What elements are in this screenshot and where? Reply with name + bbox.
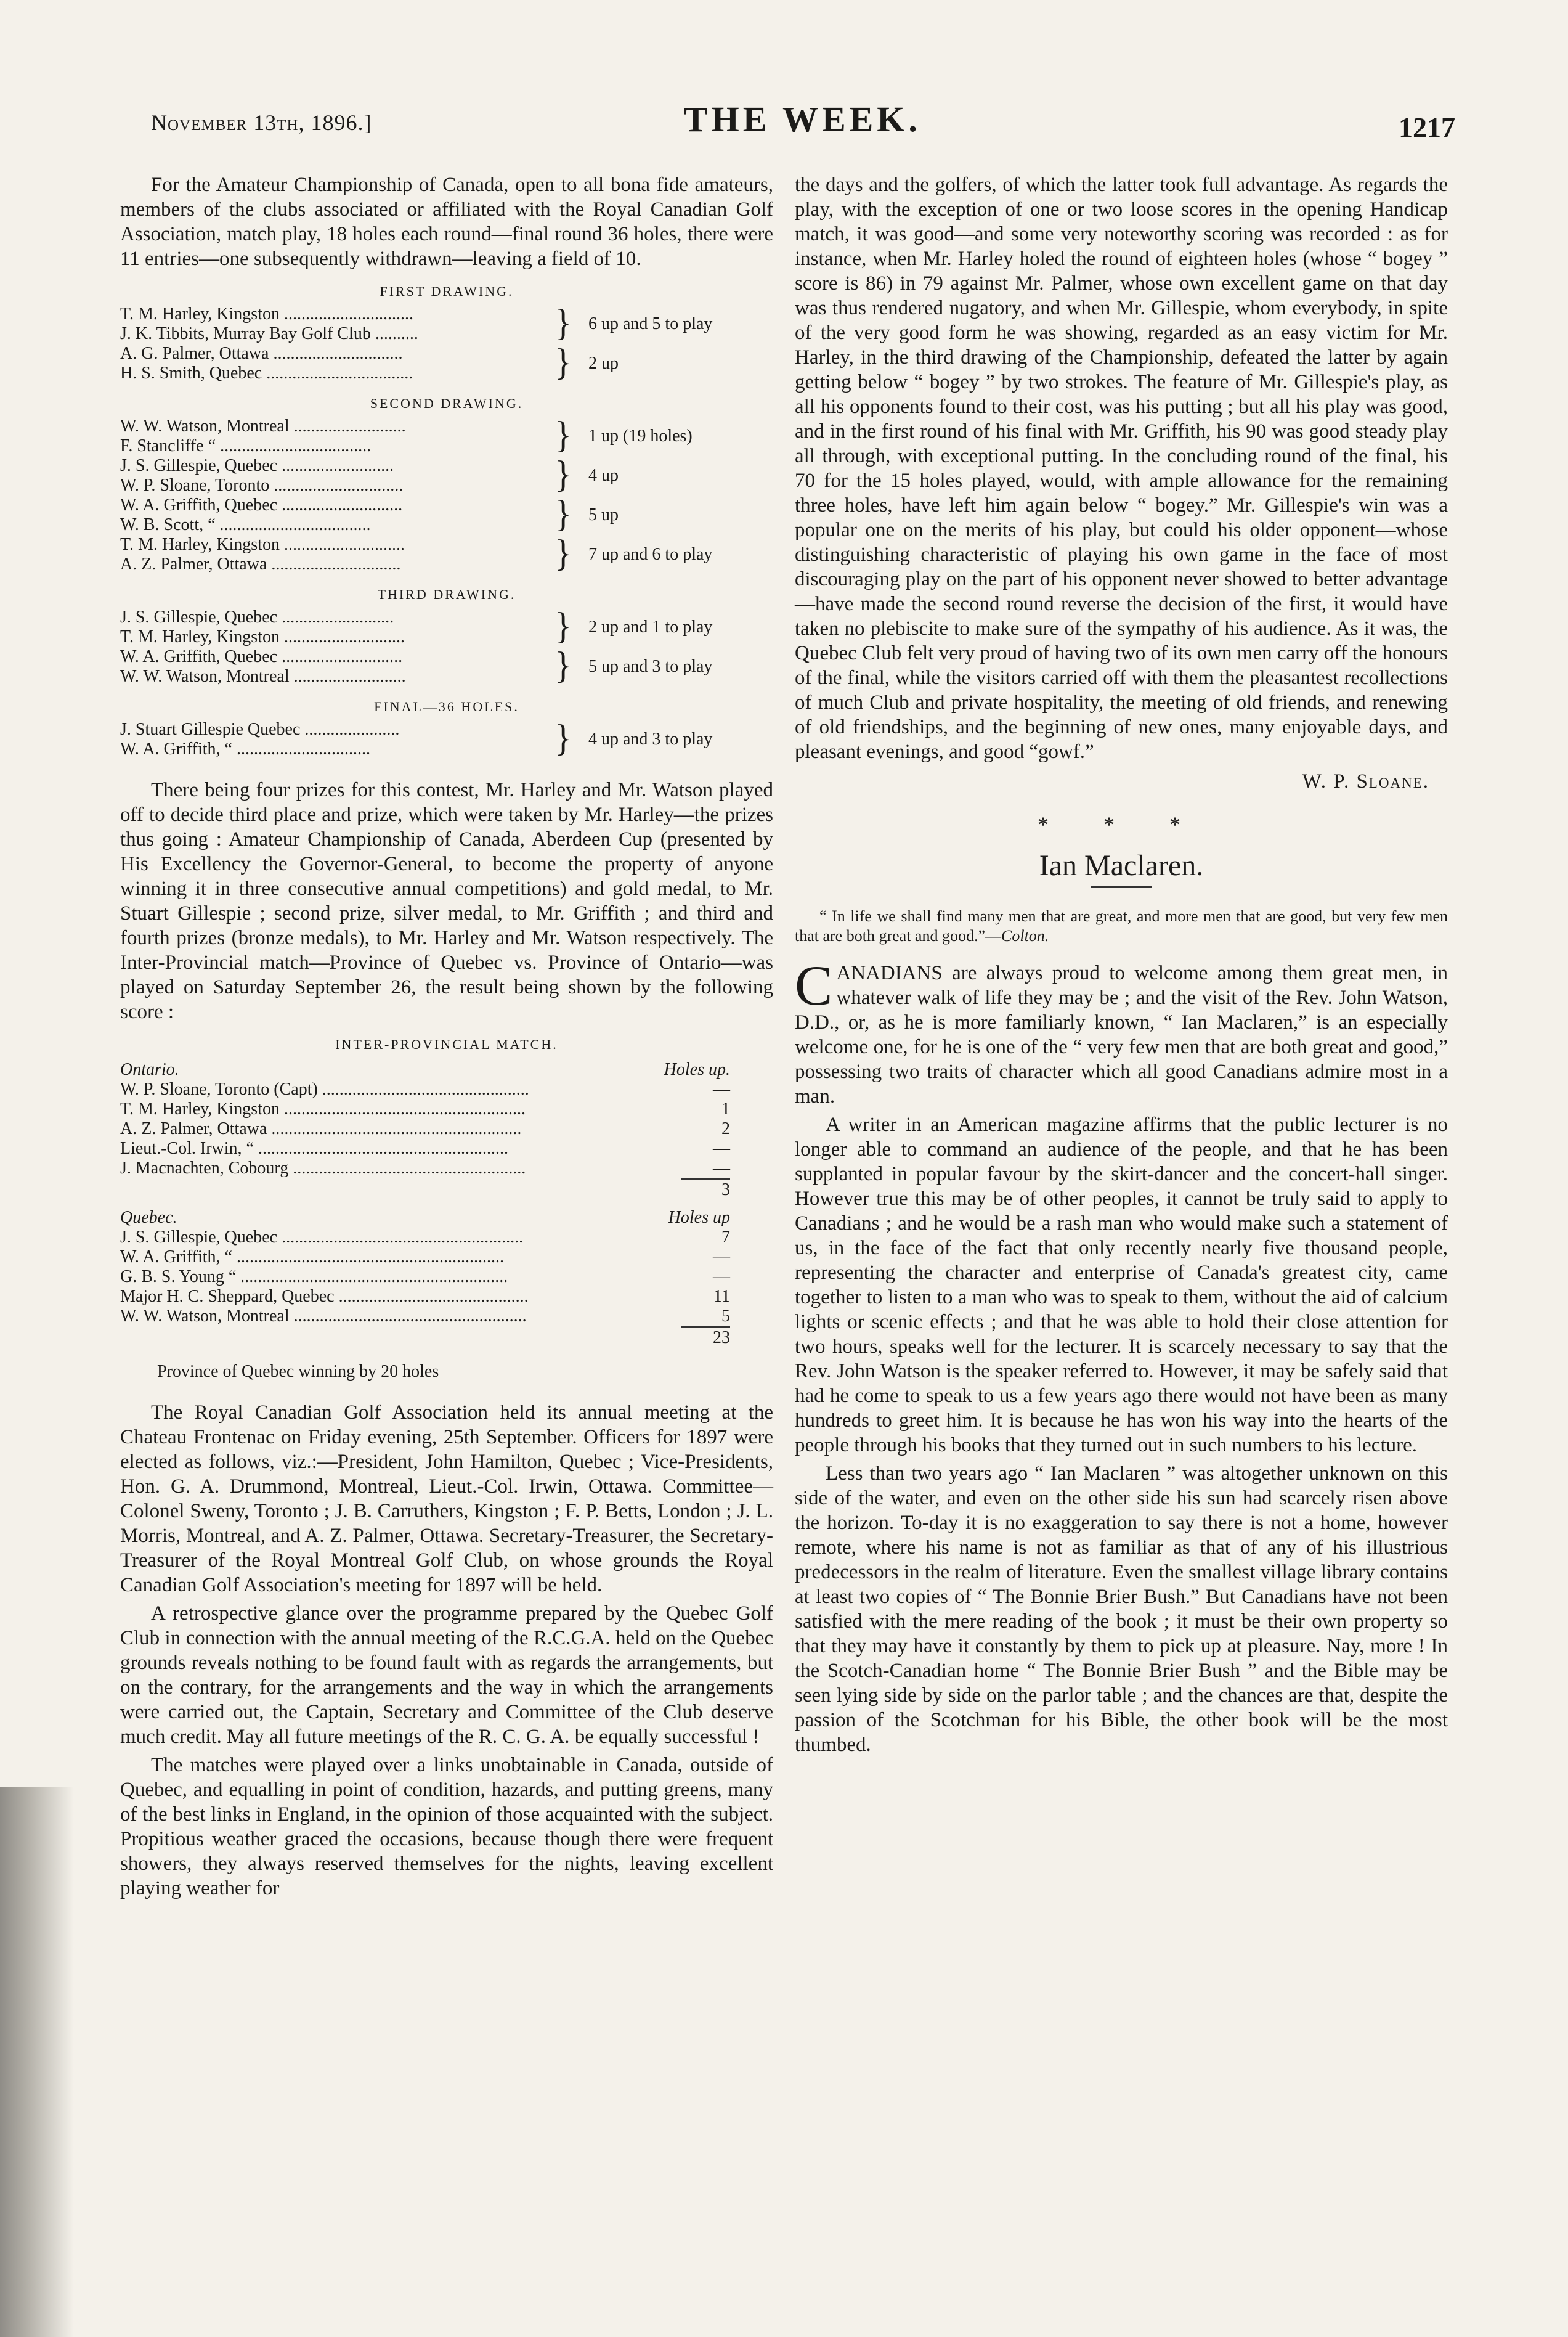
player-name: A. Z. Palmer, Ottawa ..........................................................: [120, 1119, 522, 1138]
player-name: Major H. C. Sheppard, Quebec ............................................: [120, 1287, 529, 1306]
brace: }: [554, 532, 572, 574]
player-b: W. P. Sloane, Toronto ..............................: [120, 476, 404, 495]
ontario-total: 3: [681, 1178, 730, 1201]
match-result: 4 up: [588, 466, 619, 485]
player-name: W. P. Sloane, Toronto (Capt) ................................................: [120, 1080, 529, 1099]
match-result: 7 up and 6 to play: [588, 545, 713, 564]
player-b: F. Stancliffe “ ...................................: [120, 436, 372, 455]
player-b: W. A. Griffith, “ ...............................: [120, 740, 370, 759]
score-row: [120, 1307, 730, 1326]
score-row: [120, 1139, 730, 1159]
retrospective-paragraph: A retrospective glance over the programme prepared by the Quebec Golf Club in connection with the annual meeting of the R.C.G.A. held on the Quebec grounds reveals nothing to be found fault with as regards the arrangements, but on the contrary, for the arrangements and the way in which the arrangements were carried out, the Captain, Secretary and Committee of the Club deserve much credit. May all future meetings of the R. C. G. A. be equally successful !: [120, 1602, 773, 1748]
player-b: W. B. Scott, “ ...................................: [120, 515, 371, 534]
holes-up-label: Holes up.: [664, 1060, 730, 1079]
article-opening-paragraph: [795, 954, 1448, 1109]
match-result: 2 up and 1 to play: [588, 618, 713, 637]
brier-bush-paragraph: Less than two years ago “ Ian Maclaren ” was altogether unknown on this side of the water, and even on the other side his sun had scarcely risen above the horizon. To-day it is no exaggeration to say there is not a home, however remote, where his name is not as familiar as that of any of his illustrious predecessors in the realm of literature. Even the smallest village library contains at least two copies of “ The Bonnie Brier Bush.” But Canadians have not been satisfied with the mere reading of the book ; it must be their own property so that they may have it constantly by them to pick up at pleasure. Nay, more ! In the Scotch-Canadian home “ The Bonnie Brier Bush ” and the Bible may be seen lying side by side on the parlor table ; and the chances are that, despite the passion of the Scotchman for his Bible, the other book will be the most thumbed.: [795, 1462, 1448, 1756]
holes-value: 11: [713, 1287, 730, 1306]
holes-value: —: [713, 1267, 730, 1286]
quebec-header: [120, 1208, 730, 1228]
player-a: W. A. Griffith, Quebec ............................: [120, 496, 403, 515]
title-rule: [1091, 886, 1152, 888]
brace: }: [554, 492, 572, 535]
inter-provincial-heading: INTER-PROVINCIAL MATCH.: [335, 1037, 558, 1052]
draw-pair: [120, 492, 773, 535]
ontario-label: Ontario.: [120, 1060, 179, 1079]
lecture-paragraph: A writer in an American magazine affirms that the public lecturer is no longer able to command an audience of the people, and that he has been supplanted in popular favour by the skirt-dancer and the concert-hall singer. However true this may be of other peoples, it cannot be truly said to apply to Canadians ; and he would be a rash man who would make such a statement of us, in the face of the fact that only recently nearly five thousand people, representing the character and enterprise of Canada's greatest city, came together to listen to a man who was to speak to them, without the aid of calcium lights or scenic effects ; and that he was able to hold their close attention for two hours, speaks well for the lecturer. It is scarcely necessary to say that the Rev. John Watson is the speaker referred to. However, it may be safely said that had he come to speak to us a few years ago there would not have been as many hundreds to greet him. It is because he has won his way into the hearts of the people through his books that they turned out in such numbers to his lecture.: [795, 1114, 1448, 1456]
second-drawing: [120, 414, 773, 574]
player-name: Lieut.-Col. Irwin, “ ..........................................................: [120, 1139, 508, 1158]
holes-value: —: [713, 1080, 730, 1099]
epigraph-citation: Colton.: [1001, 927, 1049, 945]
player-name: W. A. Griffith, “ ..............................................................: [120, 1247, 504, 1266]
match-result: 2 up: [588, 354, 619, 373]
score-row: [120, 1080, 730, 1099]
player-a: J. S. Gillespie, Quebec ..........................: [120, 608, 394, 627]
brace: }: [554, 301, 572, 344]
brace: }: [554, 644, 572, 687]
player-b: J. K. Tibbits, Murray Bay Golf Club ..........: [120, 324, 418, 343]
player-a: A. G. Palmer, Ottawa ..............................: [120, 344, 403, 363]
draw-pair: [120, 605, 773, 647]
score-row: [120, 1287, 730, 1307]
holes-value: —: [713, 1247, 730, 1266]
score-row: [120, 1247, 730, 1267]
player-name: G. B. S. Young “ ..............................................................: [120, 1267, 508, 1286]
score-row: [120, 1099, 730, 1119]
prizes-paragraph: There being four prizes for this contest, Mr. Harley and Mr. Watson played off to decide third place and prize, which were taken by Mr. Harley—the prizes thus going : Amateur Championship of Canada, Aberdeen Cup (presented by His Excellency the Governor-General, to become the property of anyone winning it in three consecutive annual competitions) and gold medal, to Mr. Stuart Gillespie ; second prize, silver medal, to Mr. Griffith ; and third and fourth prizes (bronze medals), to Mr. Harley and Mr. Watson respectively. The Inter-Provincial match—Province of Quebec vs. Province of Ontario—was played on Saturday September 26, the result being shown by the following score :: [120, 779, 773, 1023]
second-drawing-heading: SECOND DRAWING.: [370, 396, 524, 411]
intro-paragraph: For the Amateur Championship of Canada, open to all bona fide amateurs, members of the clubs associated or affiliated with the Royal Canadian Golf Association, match play, 18 holes each round—final round 36 holes, there were 11 entries—one subsequently withdrawn—leaving a field of 10.: [120, 174, 773, 270]
holes-value: —: [713, 1139, 730, 1158]
final-drawing: [120, 717, 773, 759]
player-a: T. M. Harley, Kingston ............................: [120, 535, 405, 554]
golf-continuation-paragraph: the days and the golfers, of which the latter took full advantage. As regards the play, with the exception of one or two loose scores in the opening Handicap match, it was good—and some very noteworthy scoring was recorded : as for instance, when Mr. Harley holed the round of eighteen holes (whose “ bogey ” score is 86) in 79 against Mr. Palmer, whose own excellent game on that day was thus rendered nugatory, and when Mr. Gillespie, whom everybody, in spite of the very good form he was showing, regarded as an easy victim for Mr. Harley, in the third drawing of the Championship, defeated the latter by again getting below “ bogey ” by two strokes. The feature of Mr. Gillespie's play, as all his opponents found to their cost, was his putting ; but all his play was good, and in the first round of his final with Mr. Griffith, his 90 was good steady play all through, with exceptional putting. In the concluding round of the final, his 70 for the 15 holes played, would, with ample allowance for the remaining three holes, have left him again below “ bogey.” Mr. Gillespie's win was a popular one on the merits of his play, but could his older opponent—whose distinguishing characteristic of playing his own game in the face of most discouraging play on the part of his opponent never showed to better advantage—have made the second round reverse the decision of the first, it would have taken no plebiscite to make sure of the sympathy of his audience. As it was, the Quebec Club felt very proud of having two of its own men carry off the honours of the final, while the visitors carried off with them the pleasantest recollections of much Club and private hospitality, the meeting of old friends, and renewing of old friendships, and the beginning of new ones, many enjoyable days, and pleasant evenings, and good “gowf.”: [795, 174, 1448, 763]
header-date: November 13th, 1896.]: [151, 110, 372, 135]
player-a: W. A. Griffith, Quebec ............................: [120, 647, 403, 666]
score-row: [120, 1228, 730, 1247]
final-heading: FINAL—36 HOLES.: [374, 699, 519, 714]
holes-value: 1: [721, 1099, 730, 1119]
first-drawing-heading: FIRST DRAWING.: [380, 283, 514, 299]
epigraph-text: “ In life we shall find many men that are great, and more men that are good, but very few men that are both great and good.”—: [795, 907, 1448, 945]
score-row: [120, 1267, 730, 1287]
quebec-total: 23: [681, 1326, 730, 1348]
brace: }: [554, 453, 572, 496]
match-result-line: Province of Quebec winning by 20 holes: [157, 1362, 439, 1381]
player-name: J. Macnachten, Cobourg ......................................................: [120, 1159, 526, 1178]
section-stars: * * *: [1038, 812, 1205, 837]
player-a: J. S. Gillespie, Quebec ..........................: [120, 456, 394, 475]
player-a: W. W. Watson, Montreal ..........................: [120, 417, 406, 436]
holes-value: 7: [721, 1228, 730, 1247]
match-result: 6 up and 5 to play: [588, 314, 713, 333]
draw-pair: [120, 532, 773, 574]
epigraph: [795, 907, 1448, 946]
quebec-label: Quebec.: [120, 1208, 177, 1227]
player-b: H. S. Smith, Quebec ..................................: [120, 364, 413, 383]
draw-pair: [120, 414, 773, 456]
match-result: 1 up (19 holes): [588, 426, 693, 446]
masthead-title: THE WEEK.: [684, 99, 921, 139]
ontario-header: [120, 1060, 730, 1080]
brace: }: [554, 341, 572, 383]
scan-edge-shadow: [0, 1787, 74, 2337]
opening-text: ANADIANS are always proud to welcome among them great men, in whatever walk of life they may be ; and the visit of the Rev. John Watson, D.D., or, as he is more familiarly known, “ Ian Maclaren,” is an especially welcome one, for he is one of the “ very few men that are both great and good,” possessing two traits of character which all good Canadians admire most in a man.: [795, 962, 1448, 1107]
holes-up-label: Holes up: [668, 1208, 730, 1227]
player-name: T. M. Harley, Kingston ........................................................: [120, 1099, 526, 1119]
player-b: A. Z. Palmer, Ottawa ..............................: [120, 555, 401, 574]
player-a: T. M. Harley, Kingston ..............................: [120, 304, 413, 324]
draw-pair: [120, 717, 773, 759]
brace: }: [554, 414, 572, 456]
score-row: [120, 1119, 730, 1139]
third-drawing-heading: THIRD DRAWING.: [377, 587, 516, 602]
draw-pair: [120, 644, 773, 687]
holes-value: 5: [721, 1307, 730, 1326]
player-name: W. W. Watson, Montreal ......................................................: [120, 1307, 527, 1326]
article-title: Ian Maclaren.: [1039, 849, 1204, 882]
first-drawing: [120, 301, 773, 383]
match-result: 4 up and 3 to play: [588, 730, 713, 749]
player-b: T. M. Harley, Kingston ............................: [120, 627, 405, 646]
player-a: J. Stuart Gillespie Quebec ......................: [120, 720, 400, 739]
association-paragraph: The Royal Canadian Golf Association held its annual meeting at the Chateau Frontenac on Friday evening, 25th September. Officers for 1897 were elected as follows, viz.:—President, John Hamilton, Quebec ; Vice-Presidents, Hon. G. A. Drummond, Montreal, Lieut.-Col. Irwin, Ottawa. Committee—Colonel Sweny, Toronto ; J. B. Carruthers, Kingston ; F. P. Betts, London ; J. L. Morris, Montreal, and A. Z. Palmer, Ottawa. Secretary-Treasurer, the Secretary-Treasurer of the Royal Montreal Golf Club, on whose grounds the Royal Canadian Golf Association's meeting for 1897 will be held.: [120, 1401, 773, 1596]
links-paragraph: The matches were played over a links unobtainable in Canada, outside of Quebec, and equalling in point of condition, hazards, and putting greens, many of the best links in England, in the opinion of those acquainted with the subject. Propitious weather graced the occasions, because though there were frequent showers, they always reserved themselves for the nights, leaving excellent playing weather for: [120, 1754, 773, 1899]
player-b: W. W. Watson, Montreal ..........................: [120, 667, 406, 686]
match-result: 5 up: [588, 505, 619, 524]
draw-pair: [120, 341, 773, 383]
page-number: 1217: [1399, 112, 1455, 143]
brace: }: [554, 717, 572, 759]
draw-pair: [120, 301, 773, 344]
third-drawing: [120, 605, 773, 687]
draw-pair: [120, 453, 773, 496]
right-column: [795, 173, 1448, 1761]
holes-value: —: [713, 1159, 730, 1178]
author-signature: W. P. Sloane.: [1302, 770, 1429, 793]
brace: }: [554, 605, 572, 647]
drop-cap: C: [795, 954, 833, 1017]
match-result: 5 up and 3 to play: [588, 657, 713, 676]
holes-value: 2: [721, 1119, 730, 1138]
score-row: [120, 1159, 730, 1178]
player-name: J. S. Gillespie, Quebec ........................................................: [120, 1228, 524, 1247]
left-column: [120, 173, 773, 1904]
